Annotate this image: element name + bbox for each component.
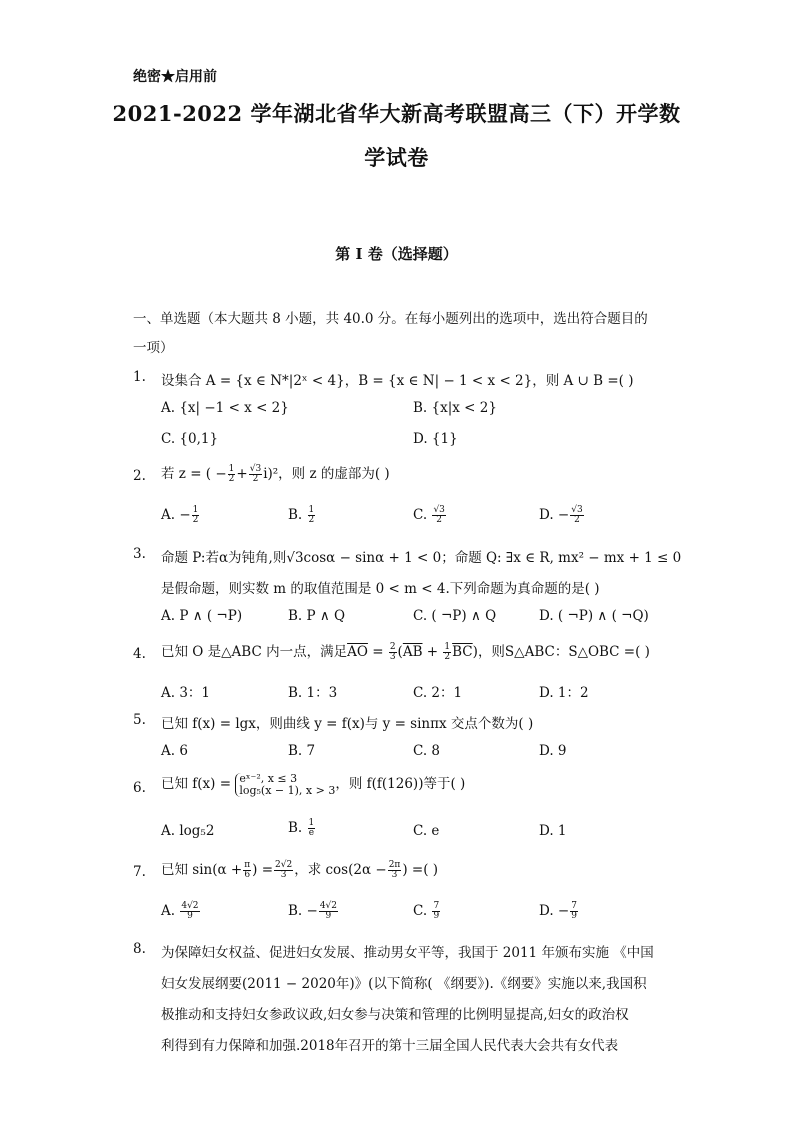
q1-option-c: C. {0,1} (161, 431, 219, 447)
volume-heading: 第 I 卷（选择题） (335, 245, 458, 263)
question-8-line-1: 为保障妇女权益、促进妇女发展、推动男女平等，我国于 2011 年颁布实施 《中国 (161, 945, 654, 961)
q7-option-a: A. $\frac{4√2}{9}$ (161, 901, 199, 921)
section-instructions-line-1: 一、单选题（本大题共 8 小题，共 40.0 分。在每小题列出的选项中，选出符合题目的 (133, 311, 648, 327)
exam-title-line-1: 2021-2022 学年湖北省华大新高考联盟高三（下）开学数 (112, 101, 681, 126)
q2-option-c: C. $\frac{√3}{2}$ (413, 505, 445, 525)
confidential-label: 绝密★启用前 (133, 69, 217, 85)
q7-option-c: C. $\frac{7}{9}$ (413, 901, 440, 921)
q4-fraction-2: $\frac{1}{2}$ (444, 642, 451, 662)
q4-fraction-1: $\frac{2}{3}$ (389, 642, 396, 662)
question-8-line-4: 利得到有力保障和加强.2018年召开的第十三届全国人民代表大会共有女代表 (161, 1038, 619, 1054)
q4-option-b: B. 1：3 (288, 685, 338, 701)
q2-fraction-1: $\frac{1}{2}$ (228, 464, 235, 484)
q2-option-d: D. − $\frac{√3}{2}$ (539, 505, 583, 525)
question-3-line-1: 命题 P:若α为钝角,则√3cosα − sinα + 1 < 0；命题 Q: ∃x ∈ R, mx² − mx + 1 ≤ 0 (161, 550, 682, 566)
q3-option-b: B. P ∧ Q (288, 608, 346, 624)
question-3-line-2: 是假命题，则实数 m 的取值范围是 0 < m < 4.下列命题为真命题的是( ) (161, 581, 600, 597)
q6-option-c: C. e (413, 823, 440, 839)
question-number: 5. (133, 712, 146, 728)
vector-ao: $\overline{AO}$ (347, 644, 368, 660)
q2-fraction-2: $\frac{√3}{2}$ (249, 464, 262, 484)
question-5-text: 已知 f(x) = lgx，则曲线 y = f(x)与 y = sinπx 交点个数为( ) (161, 716, 534, 732)
q2-text-pre: 若 z = ( − (161, 466, 227, 482)
question-8-line-3: 极推动和支持妇女参政议政,妇女参与决策和管理的比例明显提高,妇女的政治权 (161, 1007, 629, 1023)
vector-ab: $\overline{AB}$ (402, 644, 423, 660)
q4-option-c: C. 2：1 (413, 685, 463, 701)
q5-option-a: A. 6 (161, 743, 188, 759)
q5-option-b: B. 7 (288, 743, 316, 759)
q4-option-a: A. 3：1 (161, 685, 211, 701)
q1-option-d: D. {1} (413, 431, 458, 447)
question-number: 7. (133, 864, 146, 880)
q5-option-d: D. 9 (539, 743, 567, 759)
question-number: 8. (133, 941, 146, 957)
q2-text-mid: + (236, 466, 248, 482)
q6-option-a: A. log₅2 (161, 823, 215, 839)
q2-option-a: A. − $\frac{1}{2}$ (161, 505, 199, 525)
q7-option-b: B. − $\frac{4√2}{9}$ (288, 901, 338, 921)
q2-text-post: i)²，则 z 的虚部为( ) (263, 466, 390, 482)
q2-option-b: B. $\frac{1}{2}$ (288, 505, 315, 525)
question-6-text: 已知 f(x) = eˣ⁻², x ≤ 3 log₅(x − 1), x > 3 ，则 f(f(126))等于( ) (161, 771, 466, 797)
q3-option-c: C. ( ¬P) ∧ Q (413, 608, 497, 624)
question-number: 3. (133, 546, 146, 562)
q3-option-a: A. P ∧ ( ¬P) (161, 608, 243, 624)
q1-option-a: A. {x| −1 < x < 2} (161, 400, 289, 416)
question-7-text: 已知 sin(α + $\frac{\pi}{6}$ ) = $\frac{2√2}{3}$ ，求 cos(2α − $\frac{2\pi}{3}$ ) =( ) (161, 860, 439, 880)
q1-option-b: B. {x|x < 2} (413, 400, 497, 416)
question-number: 1. (133, 369, 146, 385)
vector-bc: $\overline{BC}$ (452, 644, 473, 660)
question-8-line-2: 妇女发展纲要(2011 − 2020年)》(以下简称( 《纲要》).《纲要》实施以来,我国积 (161, 976, 647, 992)
piecewise-brace: eˣ⁻², x ≤ 3 log₅(x − 1), x > 3 (235, 773, 335, 797)
question-number: 6. (133, 780, 146, 796)
q4-option-d: D. 1：2 (539, 685, 589, 701)
q5-option-c: C. 8 (413, 743, 441, 759)
question-number: 4. (133, 646, 146, 662)
q6-option-d: D. 1 (539, 823, 567, 839)
q3-option-d: D. ( ¬P) ∧ ( ¬Q) (539, 608, 649, 624)
q7-option-d: D. − $\frac{7}{9}$ (539, 901, 577, 921)
question-1-text: 设集合 A = {x ∈ N*|2ˣ < 4}，B = {x ∈ N| − 1 < x < 2}，则 A ∪ B =( ) (161, 373, 634, 389)
q6-option-b: B. $\frac{1}{e}$ (288, 818, 315, 838)
question-2-text (161, 462, 390, 484)
question-4-text: 已知 O 是△ABC 内一点，满足$\overline{AO}$ = $\frac{2}{3}$ ($\overline{AB}$ + $\frac{1}{2}$ $\overline{BC}$)，则S△ABC：S△OBC =( ) (161, 642, 650, 662)
exam-title-line-2: 学试卷 (364, 145, 429, 170)
section-instructions-line-2: 一项） (133, 340, 174, 356)
question-number: 2. (133, 468, 146, 484)
